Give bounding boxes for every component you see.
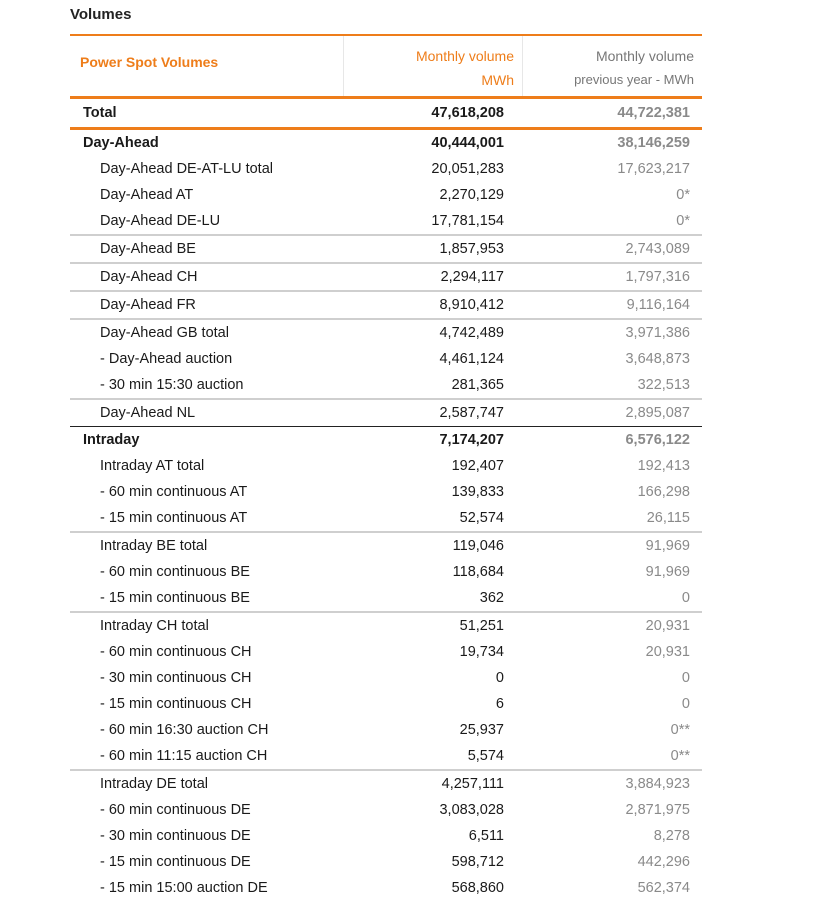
row-label: Day-Ahead BE xyxy=(100,241,196,257)
row-current-value: 47,618,208 xyxy=(431,105,504,121)
row-previous-value: 91,969 xyxy=(645,564,690,580)
table-row xyxy=(70,849,702,875)
row-current-value: 1,857,953 xyxy=(439,241,504,257)
table-row xyxy=(70,320,702,346)
row-current-value: 4,257,111 xyxy=(441,776,504,792)
row-previous-value: 0* xyxy=(676,187,690,203)
row-current-value: 598,712 xyxy=(451,854,504,870)
row-current-value: 2,270,129 xyxy=(439,187,504,203)
row-label: - 60 min continuous AT xyxy=(100,484,248,500)
row-previous-value: 322,513 xyxy=(637,377,690,393)
row-previous-value: 17,623,217 xyxy=(617,161,690,177)
table-row xyxy=(70,130,702,156)
row-current-value: 6 xyxy=(495,696,504,712)
row-current-value: 8,910,412 xyxy=(439,297,504,313)
row-label: - 15 min continuous DE xyxy=(100,854,251,870)
row-previous-value: 3,884,923 xyxy=(625,776,690,792)
row-label: - Day-Ahead auction xyxy=(100,351,233,367)
row-label: - 60 min continuous CH xyxy=(100,644,252,660)
row-previous-value: 0 xyxy=(681,590,690,606)
row-label: Intraday CH total xyxy=(100,618,209,634)
row-label: Day-Ahead DE-LU xyxy=(100,213,221,229)
row-previous-value: 2,895,087 xyxy=(625,405,690,421)
table-row xyxy=(70,875,702,901)
row-label: - 30 min continuous DE xyxy=(100,828,251,844)
header-separator xyxy=(343,36,344,96)
row-previous-value: 26,115 xyxy=(646,510,690,526)
header-current-volume xyxy=(364,44,514,92)
row-label: - 60 min 11:15 auction CH xyxy=(100,748,268,764)
row-label: - 15 min continuous CH xyxy=(100,696,252,712)
row-current-value: 0 xyxy=(495,670,504,686)
table-header xyxy=(70,36,702,96)
table-row xyxy=(70,208,702,236)
row-previous-value: 20,931 xyxy=(645,644,690,660)
row-current-value: 192,407 xyxy=(451,458,504,474)
table-row xyxy=(70,372,702,400)
row-previous-value: 0 xyxy=(681,670,690,686)
table-row xyxy=(70,823,702,849)
row-label: Intraday AT total xyxy=(100,458,205,474)
row-previous-value: 91,969 xyxy=(645,538,690,554)
row-previous-value: 3,648,873 xyxy=(625,351,690,367)
row-current-value: 20,051,283 xyxy=(431,161,504,177)
row-current-value: 4,461,124 xyxy=(439,351,504,367)
table-row xyxy=(70,559,702,585)
header-previous-volume xyxy=(524,44,694,92)
row-previous-value: 0** xyxy=(670,722,690,738)
row-previous-value: 562,374 xyxy=(637,880,690,896)
volume-table-body xyxy=(70,96,702,901)
row-current-value: 119,046 xyxy=(452,538,504,554)
row-label: Intraday xyxy=(83,432,140,448)
row-label: - 60 min continuous DE xyxy=(100,802,251,818)
row-previous-value: 2,871,975 xyxy=(625,802,690,818)
row-previous-value: 3,971,386 xyxy=(625,325,690,341)
table-row xyxy=(70,156,702,182)
row-current-value: 3,083,028 xyxy=(439,802,504,818)
table-row xyxy=(70,743,702,771)
row-current-value: 7,174,207 xyxy=(439,432,504,448)
header-previous-line2: previous year - MWh xyxy=(574,72,694,87)
table-row xyxy=(70,236,702,264)
row-current-value: 568,860 xyxy=(451,880,504,896)
table-row xyxy=(70,691,702,717)
row-label: - 15 min continuous BE xyxy=(100,590,250,606)
row-current-value: 6,511 xyxy=(468,828,504,844)
row-label: - 30 min 15:30 auction xyxy=(100,377,244,393)
row-label: Day-Ahead CH xyxy=(100,269,198,285)
row-previous-value: 44,722,381 xyxy=(617,105,690,121)
row-current-value: 40,444,001 xyxy=(431,135,504,151)
row-current-value: 139,833 xyxy=(451,484,504,500)
header-current-line2: MWh xyxy=(481,72,514,88)
header-current-line1: Monthly volume xyxy=(415,48,514,64)
row-previous-value: 442,296 xyxy=(637,854,690,870)
row-previous-value: 9,116,164 xyxy=(626,297,690,313)
row-previous-value: 38,146,259 xyxy=(617,135,690,151)
row-label: - 30 min continuous CH xyxy=(100,670,252,686)
row-previous-value: 2,743,089 xyxy=(625,241,690,257)
table-row xyxy=(70,533,702,559)
row-previous-value: 20,931 xyxy=(645,618,690,634)
row-label: Total xyxy=(83,105,117,121)
row-label: - 60 min continuous BE xyxy=(100,564,250,580)
row-previous-value: 1,797,316 xyxy=(625,269,690,285)
row-label: - 15 min continuous AT xyxy=(100,510,248,526)
row-label: Day-Ahead xyxy=(83,135,159,151)
table-row xyxy=(70,585,702,613)
table-row xyxy=(70,400,702,427)
header-separator xyxy=(522,36,523,96)
row-previous-value: 6,576,122 xyxy=(625,432,690,448)
row-current-value: 51,251 xyxy=(459,618,504,634)
row-current-value: 25,937 xyxy=(459,722,504,738)
row-current-value: 281,365 xyxy=(451,377,504,393)
row-current-value: 5,574 xyxy=(467,748,504,764)
row-current-value: 118,684 xyxy=(452,564,504,580)
table-row xyxy=(70,453,702,479)
table-row xyxy=(70,665,702,691)
table-row xyxy=(70,479,702,505)
row-label: Day-Ahead DE-AT-LU total xyxy=(100,161,273,177)
row-previous-value: 192,413 xyxy=(637,458,690,474)
table-row xyxy=(70,182,702,208)
table-row xyxy=(70,639,702,665)
row-current-value: 19,734 xyxy=(459,644,504,660)
row-previous-value: 8,278 xyxy=(653,828,690,844)
table-row xyxy=(70,771,702,797)
row-previous-value: 0 xyxy=(681,696,690,712)
row-previous-value: 0** xyxy=(670,748,690,764)
table-row xyxy=(70,427,702,453)
row-current-value: 2,294,117 xyxy=(440,269,504,285)
row-current-value: 362 xyxy=(479,590,504,606)
row-label: Day-Ahead AT xyxy=(100,187,194,203)
table-row xyxy=(70,264,702,292)
row-current-value: 52,574 xyxy=(459,510,504,526)
table-row xyxy=(70,717,702,743)
row-label: Day-Ahead NL xyxy=(100,405,196,421)
row-current-value: 2,587,747 xyxy=(439,405,504,421)
page-title: Volumes xyxy=(70,6,132,23)
table-row xyxy=(70,96,702,130)
row-label: Day-Ahead FR xyxy=(100,297,196,313)
header-label: Power Spot Volumes xyxy=(80,54,219,70)
row-label: - 15 min 15:00 auction DE xyxy=(100,880,268,896)
table-row xyxy=(70,292,702,320)
row-previous-value: 166,298 xyxy=(637,484,690,500)
row-previous-value: 0* xyxy=(676,213,690,229)
row-label: Intraday BE total xyxy=(100,538,208,554)
row-label: - 60 min 16:30 auction CH xyxy=(100,722,269,738)
table-row xyxy=(70,613,702,639)
header-previous-line1: Monthly volume xyxy=(595,48,694,64)
table-row xyxy=(70,505,702,533)
row-current-value: 4,742,489 xyxy=(439,325,504,341)
row-label: Intraday DE total xyxy=(100,776,208,792)
table-row xyxy=(70,797,702,823)
row-label: Day-Ahead GB total xyxy=(100,325,229,341)
table-row xyxy=(70,346,702,372)
row-current-value: 17,781,154 xyxy=(431,213,504,229)
